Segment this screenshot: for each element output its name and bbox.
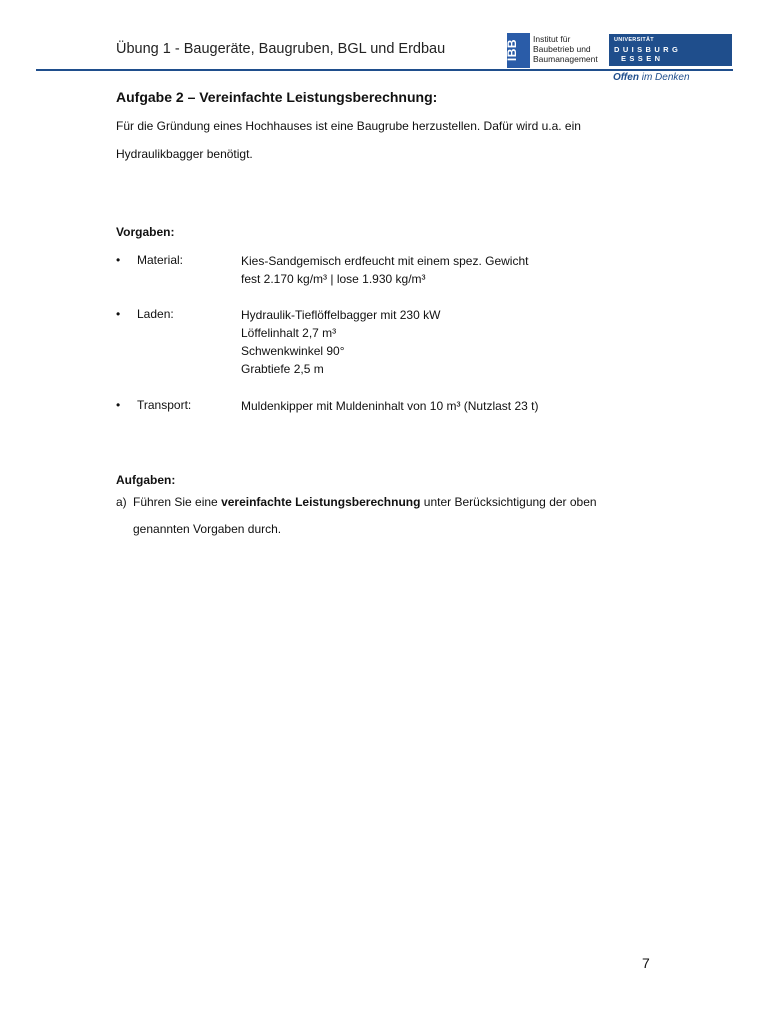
header-divider — [36, 69, 733, 71]
task-heading: Aufgabe 2 – Vereinfachte Leistungsberechnung: — [116, 89, 438, 105]
bullet-material: • — [116, 253, 121, 267]
spec-label-material: Material: — [137, 253, 184, 267]
institute-name: Institut für Baubetrieb und Baumanagement — [533, 34, 598, 64]
intro-line-1: Für die Gründung eines Hochhauses ist eine Baugrube herzustellen. Dafür wird u.a. ein — [116, 119, 581, 133]
bullet-laden: • — [116, 307, 121, 321]
assignment-a-marker: a) — [116, 495, 127, 509]
assignment-a-line-2: genannten Vorgaben durch. — [133, 522, 282, 536]
intro-line-2: Hydraulikbagger benötigt. — [116, 147, 253, 161]
spec-value-transport: Muldenkipper mit Muldeninhalt von 10 m³ (Nutzlast 23 t) — [241, 399, 539, 413]
header-title: Übung 1 - Baugeräte, Baugruben, BGL und Erdbau — [116, 41, 446, 57]
university-logo: UNIVERSITÄT DUISBURG ESSEN — [609, 34, 732, 66]
spec-value-laden: Hydraulik-Tieflöffelbagger mit 230 kW Löffelinhalt 2,7 m³ Schwenkwinkel 90° Grabtiefe 2,5 m — [241, 308, 441, 376]
specs-heading: Vorgaben: — [116, 225, 175, 239]
page-number: 7 — [642, 955, 650, 971]
spec-value-material: Kies-Sandgemisch erdfeucht mit einem spez. Gewicht fest 2.170 kg/m³ | lose 1.930 kg/m³ — [241, 254, 529, 286]
university-slogan: Offen im Denken — [613, 72, 690, 83]
assignments-heading: Aufgaben: — [116, 473, 176, 487]
spec-label-laden: Laden: — [137, 307, 174, 321]
bullet-transport: • — [116, 398, 121, 412]
spec-label-transport: Transport: — [137, 398, 192, 412]
ibb-logo: IBB — [507, 33, 530, 68]
assignment-a-line-1: Führen Sie eine vereinfachte Leistungsberechnung unter Berücksichtigung der oben — [133, 495, 597, 509]
